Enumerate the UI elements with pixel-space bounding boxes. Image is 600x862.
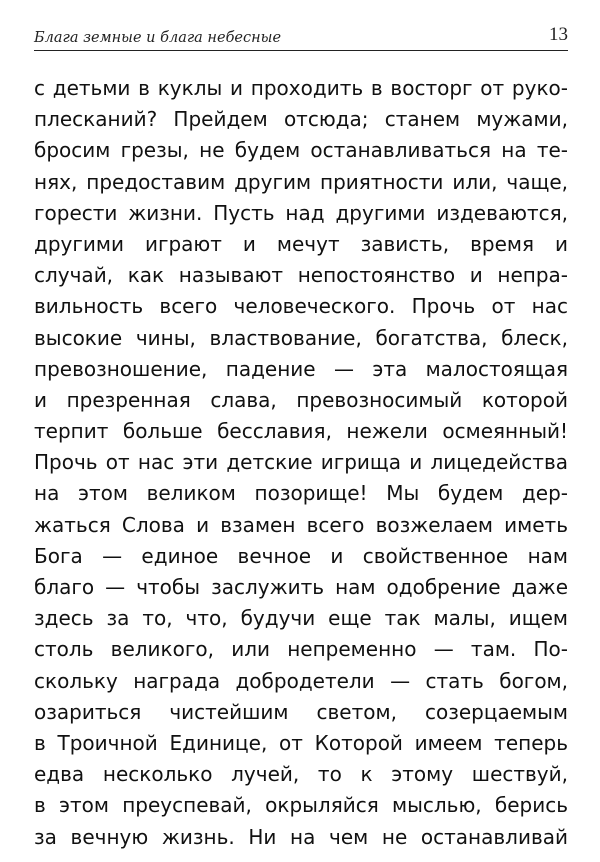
text-line: озариться чистейшим светом, созерцаемым xyxy=(34,699,568,724)
text-line: плесканий? Прейдем отсюда; станем мужами, xyxy=(34,107,568,132)
text-line: другими играют и мечут зависть, время и xyxy=(34,231,568,256)
page-number: 13 xyxy=(549,24,568,45)
page-header xyxy=(34,22,568,51)
text-line: едва несколько лучей, то к этому шествуй, xyxy=(34,762,568,787)
text-line: Прочь от нас эти детские игрища и лицедейства xyxy=(34,450,568,475)
text-line: терпит больше бесславия, нежели осмеянный! xyxy=(34,419,568,444)
text-line: благо — чтобы заслужить нам одобрение даже xyxy=(34,575,568,599)
text-line: превозношение, падение — эта малостоящая xyxy=(34,356,568,381)
text-line: скольку награда добродетели — стать богом, xyxy=(34,668,568,693)
running-head-title: Блага земные и блага небесные xyxy=(34,30,282,46)
text-line: здесь за то, что, будучи еще так малы, ищем xyxy=(34,606,568,631)
text-line: и презренная слава, превозносимый которой xyxy=(34,387,568,412)
text-line: Бога — единое вечное и свойственное нам xyxy=(34,543,568,568)
text-line: горести жизни. Пусть над другими издеваются, xyxy=(34,200,568,225)
text-line: жаться Слова и взамен всего возжелаем иметь xyxy=(34,512,568,537)
text-line: на этом великом позорище! Мы будем дер- xyxy=(34,481,568,506)
text-line: в этом преуспевай, окрыляйся мыслью, берись xyxy=(34,793,568,818)
text-line: бросим грезы, не будем останавливаться на те- xyxy=(34,138,568,163)
text-line: вильность всего человеческого. Прочь от нас xyxy=(34,294,568,319)
text-line: в Троичной Единице, от Которой имеем теперь xyxy=(34,730,568,755)
body-text xyxy=(34,73,568,853)
text-line: высокие чины, властвование, богатства, блеск, xyxy=(34,325,568,350)
text-line: с детьми в куклы и проходить в восторг от руко- xyxy=(34,76,568,100)
text-line: столь великого, или непременно — там. По- xyxy=(34,637,568,662)
text-line: случай, как называют непостоянство и непра- xyxy=(34,263,568,288)
text-line: за вечную жизнь. Ни на чем не останавливай xyxy=(34,824,568,849)
text-line: нях, предоставим другим приятности или, чаще, xyxy=(34,169,568,194)
